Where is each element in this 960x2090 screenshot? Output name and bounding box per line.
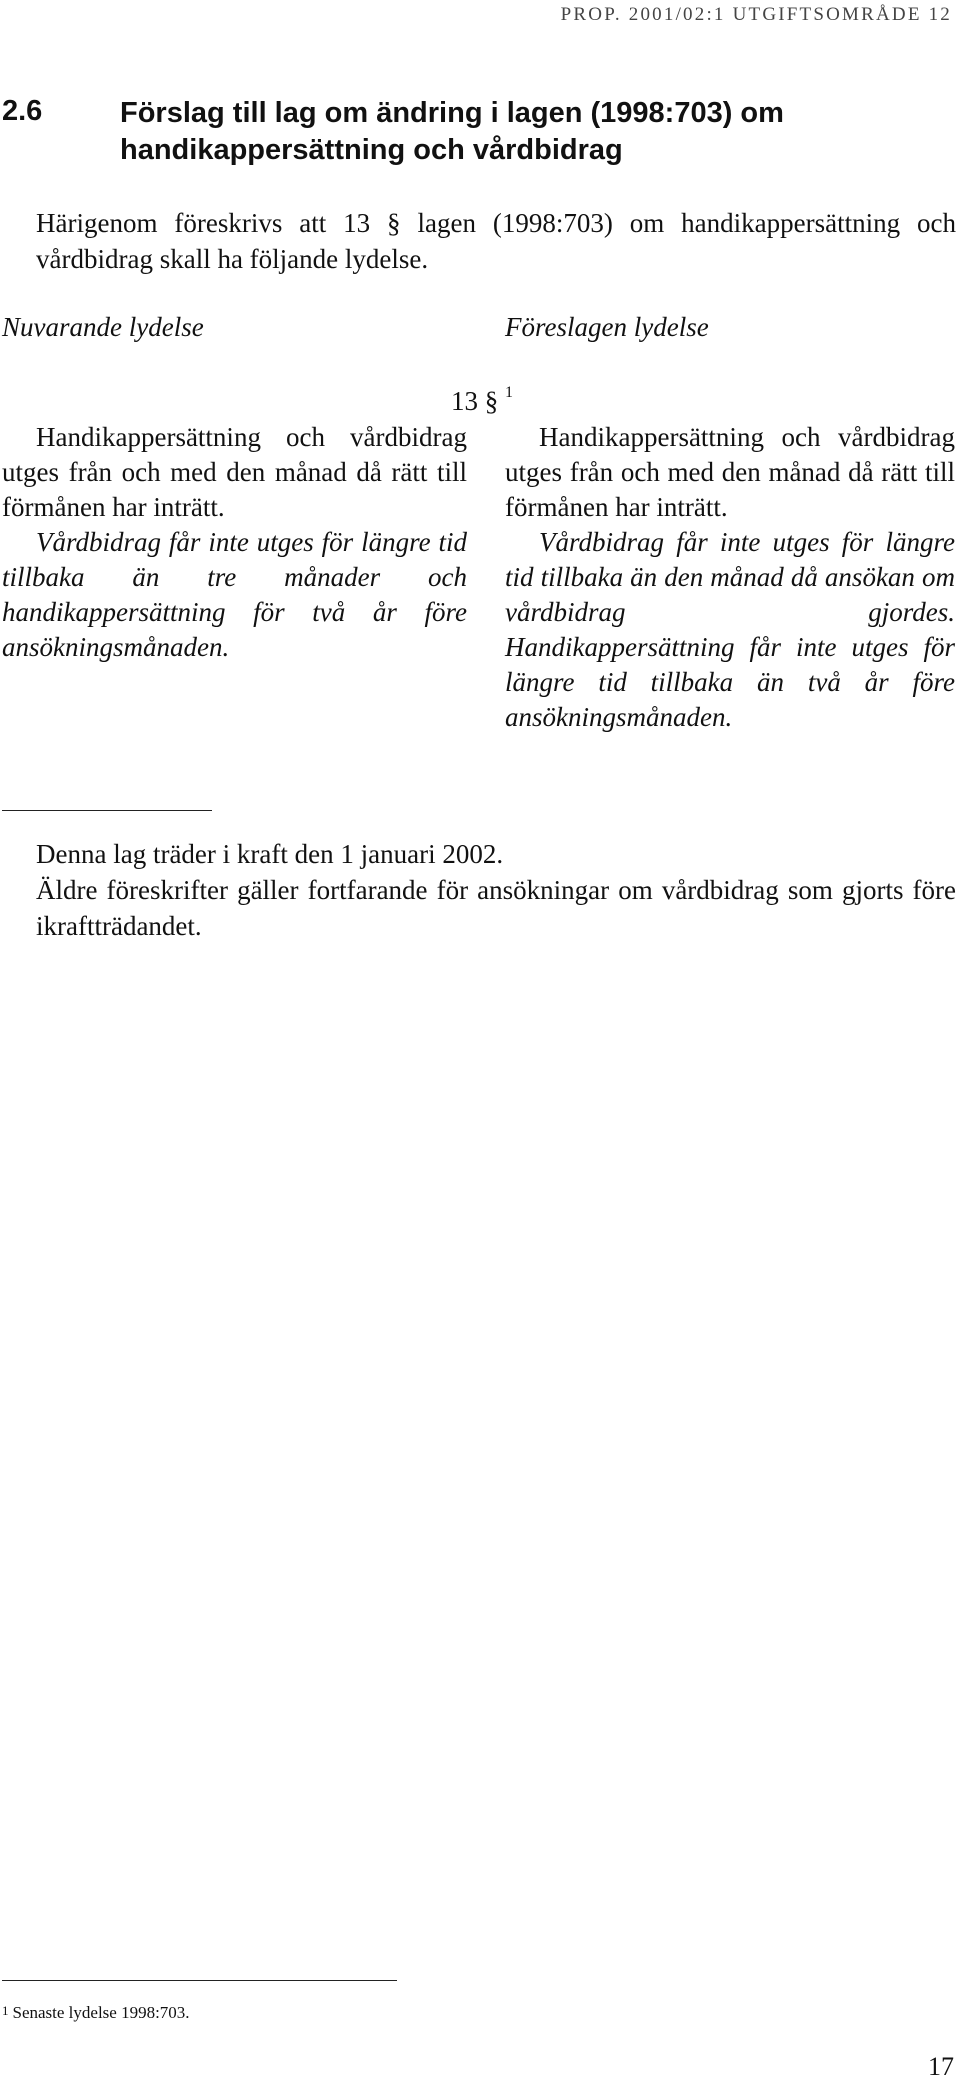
page-number: 17	[928, 2052, 954, 2081]
section-number: 2.6	[2, 95, 43, 127]
current-version-heading: Nuvarande lydelse	[2, 312, 204, 342]
intro-paragraph: Härigenom föreskrivs att 13 § lagen (1998:703) om handikappersättning och vårdbidrag skall ha följande lydelse.	[36, 208, 956, 274]
footnote-reference: 1	[505, 384, 513, 401]
footnote-divider	[2, 1980, 397, 1981]
proposed-paragraph-2: Vårdbidrag får inte utges för längre tid tillbaka än den månad då ansökan om vårdbidrag gjordes. Handikappersättning får inte utges för längre tid tillbaka än två år före ansökningsmånaden.	[505, 527, 955, 732]
current-paragraph-2: Vårdbidrag får inte utges för längre tid tillbaka än tre månader och handikappersättning för två år före ansökningsmånaden.	[2, 527, 467, 662]
proposed-text-column	[505, 420, 955, 735]
proposed-paragraph-1: Handikappersättning och vårdbidrag utges från och med den månad då rätt till förmånen har inträtt.	[505, 422, 955, 522]
footnote	[2, 2003, 190, 2023]
section-title: Förslag till lag om ändring i lagen (1998:703) om handikappersättning och vårdbidrag	[120, 97, 784, 166]
paragraph-number: 13 §	[451, 386, 499, 416]
paragraph-mark	[451, 386, 513, 417]
running-header: PROP. 2001/02:1 UTGIFTSOMRÅDE 12	[560, 4, 952, 25]
current-paragraph-1: Handikappersättning och vårdbidrag utges från och med den månad då rätt till förmånen har inträtt.	[2, 422, 467, 522]
transitional-provisions	[36, 836, 956, 944]
current-text-column	[2, 420, 467, 665]
proposed-version-heading: Föreslagen lydelse	[505, 312, 709, 342]
footnote-number: 1	[2, 2003, 9, 2018]
transitional-paragraph-2: Äldre föreskrifter gäller fortfarande för ansökningar om vårdbidrag som gjorts före ikraftträdandet.	[36, 875, 956, 941]
footnote-text: Senaste lydelse 1998:703.	[12, 2003, 190, 2022]
transitional-divider	[2, 810, 212, 811]
transitional-paragraph-1: Denna lag träder i kraft den 1 januari 2002.	[36, 839, 504, 869]
